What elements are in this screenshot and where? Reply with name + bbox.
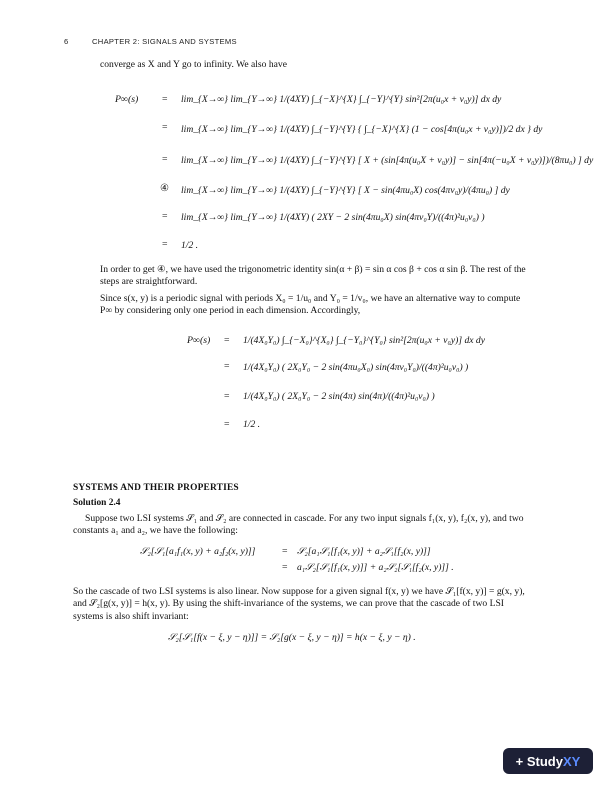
paragraph-identity: In order to get ④, we have used the trigonometric identity sin(α + β) = sin α cos β + cos α sin β. The rest of the steps are straightforward. [100, 264, 526, 288]
eq1-rel-1: = [162, 122, 168, 133]
section-title: SYSTEMS AND THEIR PROPERTIES [73, 483, 239, 493]
eq1-line-3: lim_{X→∞} lim_{Y→∞} 1/(4XY) ∫_{−Y}^{Y} [ X − sin(4πu₀X) cos(4πv₀y)/(4πu₀) ] dy [181, 185, 510, 196]
eq3-line-1: a₁𝒮₂[𝒮₁[f₁(x, y)]] + a₂𝒮₂[𝒮₁[f₂(x, y)]] . [297, 562, 454, 573]
paragraph-shift-invariance: So the cascade of two LSI systems is also linear. Now suppose for a given signal f(x, y) we have 𝒮₁[f(x, y)] = g(x, y), and 𝒮₂[g(x, y)] = h(x, y). By using the shift-invariance of the systems, we can prove that the cascade of two LSI systems is also shift invariant: [73, 586, 525, 622]
eq1-rel-3: ④ [160, 183, 169, 194]
eq1-line-1: lim_{X→∞} lim_{Y→∞} 1/(4XY) ∫_{−Y}^{Y} { ∫_{−X}^{X} (1 − cos[4π(u₀x + v₀y)])/2 dx } dy [181, 124, 543, 135]
solution-title: Solution 2.4 [73, 498, 121, 508]
paragraph-periodic: Since s(x, y) is a periodic signal with periods X₀ = 1/u₀ and Y₀ = 1/v₀, we have an alternative way to compute P∞ by considering only one period in each dimension. Accordingly, [100, 293, 521, 317]
intro-line: converge as X and Y go to infinity. We also have [100, 59, 287, 70]
eq1-rel-2: = [162, 154, 168, 165]
eq1-line-4: lim_{X→∞} lim_{Y→∞} 1/(4XY) ( 2XY − 2 sin(4πu₀X) sin(4πv₀Y)/((4π)²u₀v₀) ) [181, 212, 485, 223]
eq1-line-2: lim_{X→∞} lim_{Y→∞} 1/(4XY) ∫_{−Y}^{Y} [ X + (sin[4π(u₀X + v₀y)] − sin[4π(−u₀X + v₀y)])/(8πu₀) ] dy [181, 155, 594, 166]
eq2-line-2: 1/(4X₀Y₀) ( 2X₀Y₀ − 2 sin(4π) sin(4π)/((4π)²u₀v₀) ) [243, 391, 435, 402]
eq1-rel-0: = [162, 94, 168, 105]
final-equation: 𝒮₂[𝒮₁[f(x − ξ, y − η)]] = 𝒮₂[g(x − ξ, y − η)] = h(x − ξ, y − η) . [168, 632, 416, 643]
eq2-rel-3: = [224, 419, 230, 430]
studyxy-suffix: XY [562, 753, 581, 769]
eq1-line-0: lim_{X→∞} lim_{Y→∞} 1/(4XY) ∫_{−X}^{X} ∫_{−Y}^{Y} sin²[2π(u₀x + v₀y)] dx dy [181, 94, 502, 105]
page-number: 6 [64, 37, 69, 46]
eq1-line-5: 1/2 . [181, 240, 199, 251]
eq2-line-3: 1/2 . [243, 419, 261, 430]
eq1-lhs: P∞(s) [115, 94, 139, 105]
eq1-rel-4: = [162, 211, 168, 222]
eq2-rel-1: = [224, 361, 230, 372]
running-header: CHAPTER 2: SIGNALS AND SYSTEMS [92, 37, 237, 46]
eq2-lhs: P∞(s) [187, 335, 211, 346]
eq3-lhs: 𝒮₂[𝒮₁[a₁f₁(x, y) + a₂f₂(x, y)]] [140, 546, 256, 557]
eq2-rel-0: = [224, 335, 230, 346]
eq2-line-1: 1/(4X₀Y₀) ( 2X₀Y₀ − 2 sin(4πu₀X₀) sin(4πv₀Y₀)/((4π)²u₀v₀) ) [243, 362, 469, 373]
eq3-rel-0: = [282, 546, 288, 557]
eq3-rel-1: = [282, 562, 288, 573]
eq1-rel-5: = [162, 239, 168, 250]
eq2-line-0: 1/(4X₀Y₀) ∫_{−X₀}^{X₀} ∫_{−Y₀}^{Y₀} sin²[2π(u₀x + v₀y)] dx dy [243, 335, 485, 346]
studyxy-watermark[interactable] [503, 748, 593, 774]
eq3-line-0: 𝒮₂[a₁𝒮₁[f₁(x, y)] + a₂𝒮₁[f₂(x, y)]] [297, 546, 431, 557]
eq2-rel-2: = [224, 391, 230, 402]
studyxy-prefix: + Study [515, 753, 563, 769]
paragraph-cascade: Suppose two LSI systems 𝒮₁ and 𝒮₂ are connected in cascade. For any two input signals f₁(x, y), f₂(x, y), and two constants a₁ and a₂, we have the following: [73, 513, 524, 537]
